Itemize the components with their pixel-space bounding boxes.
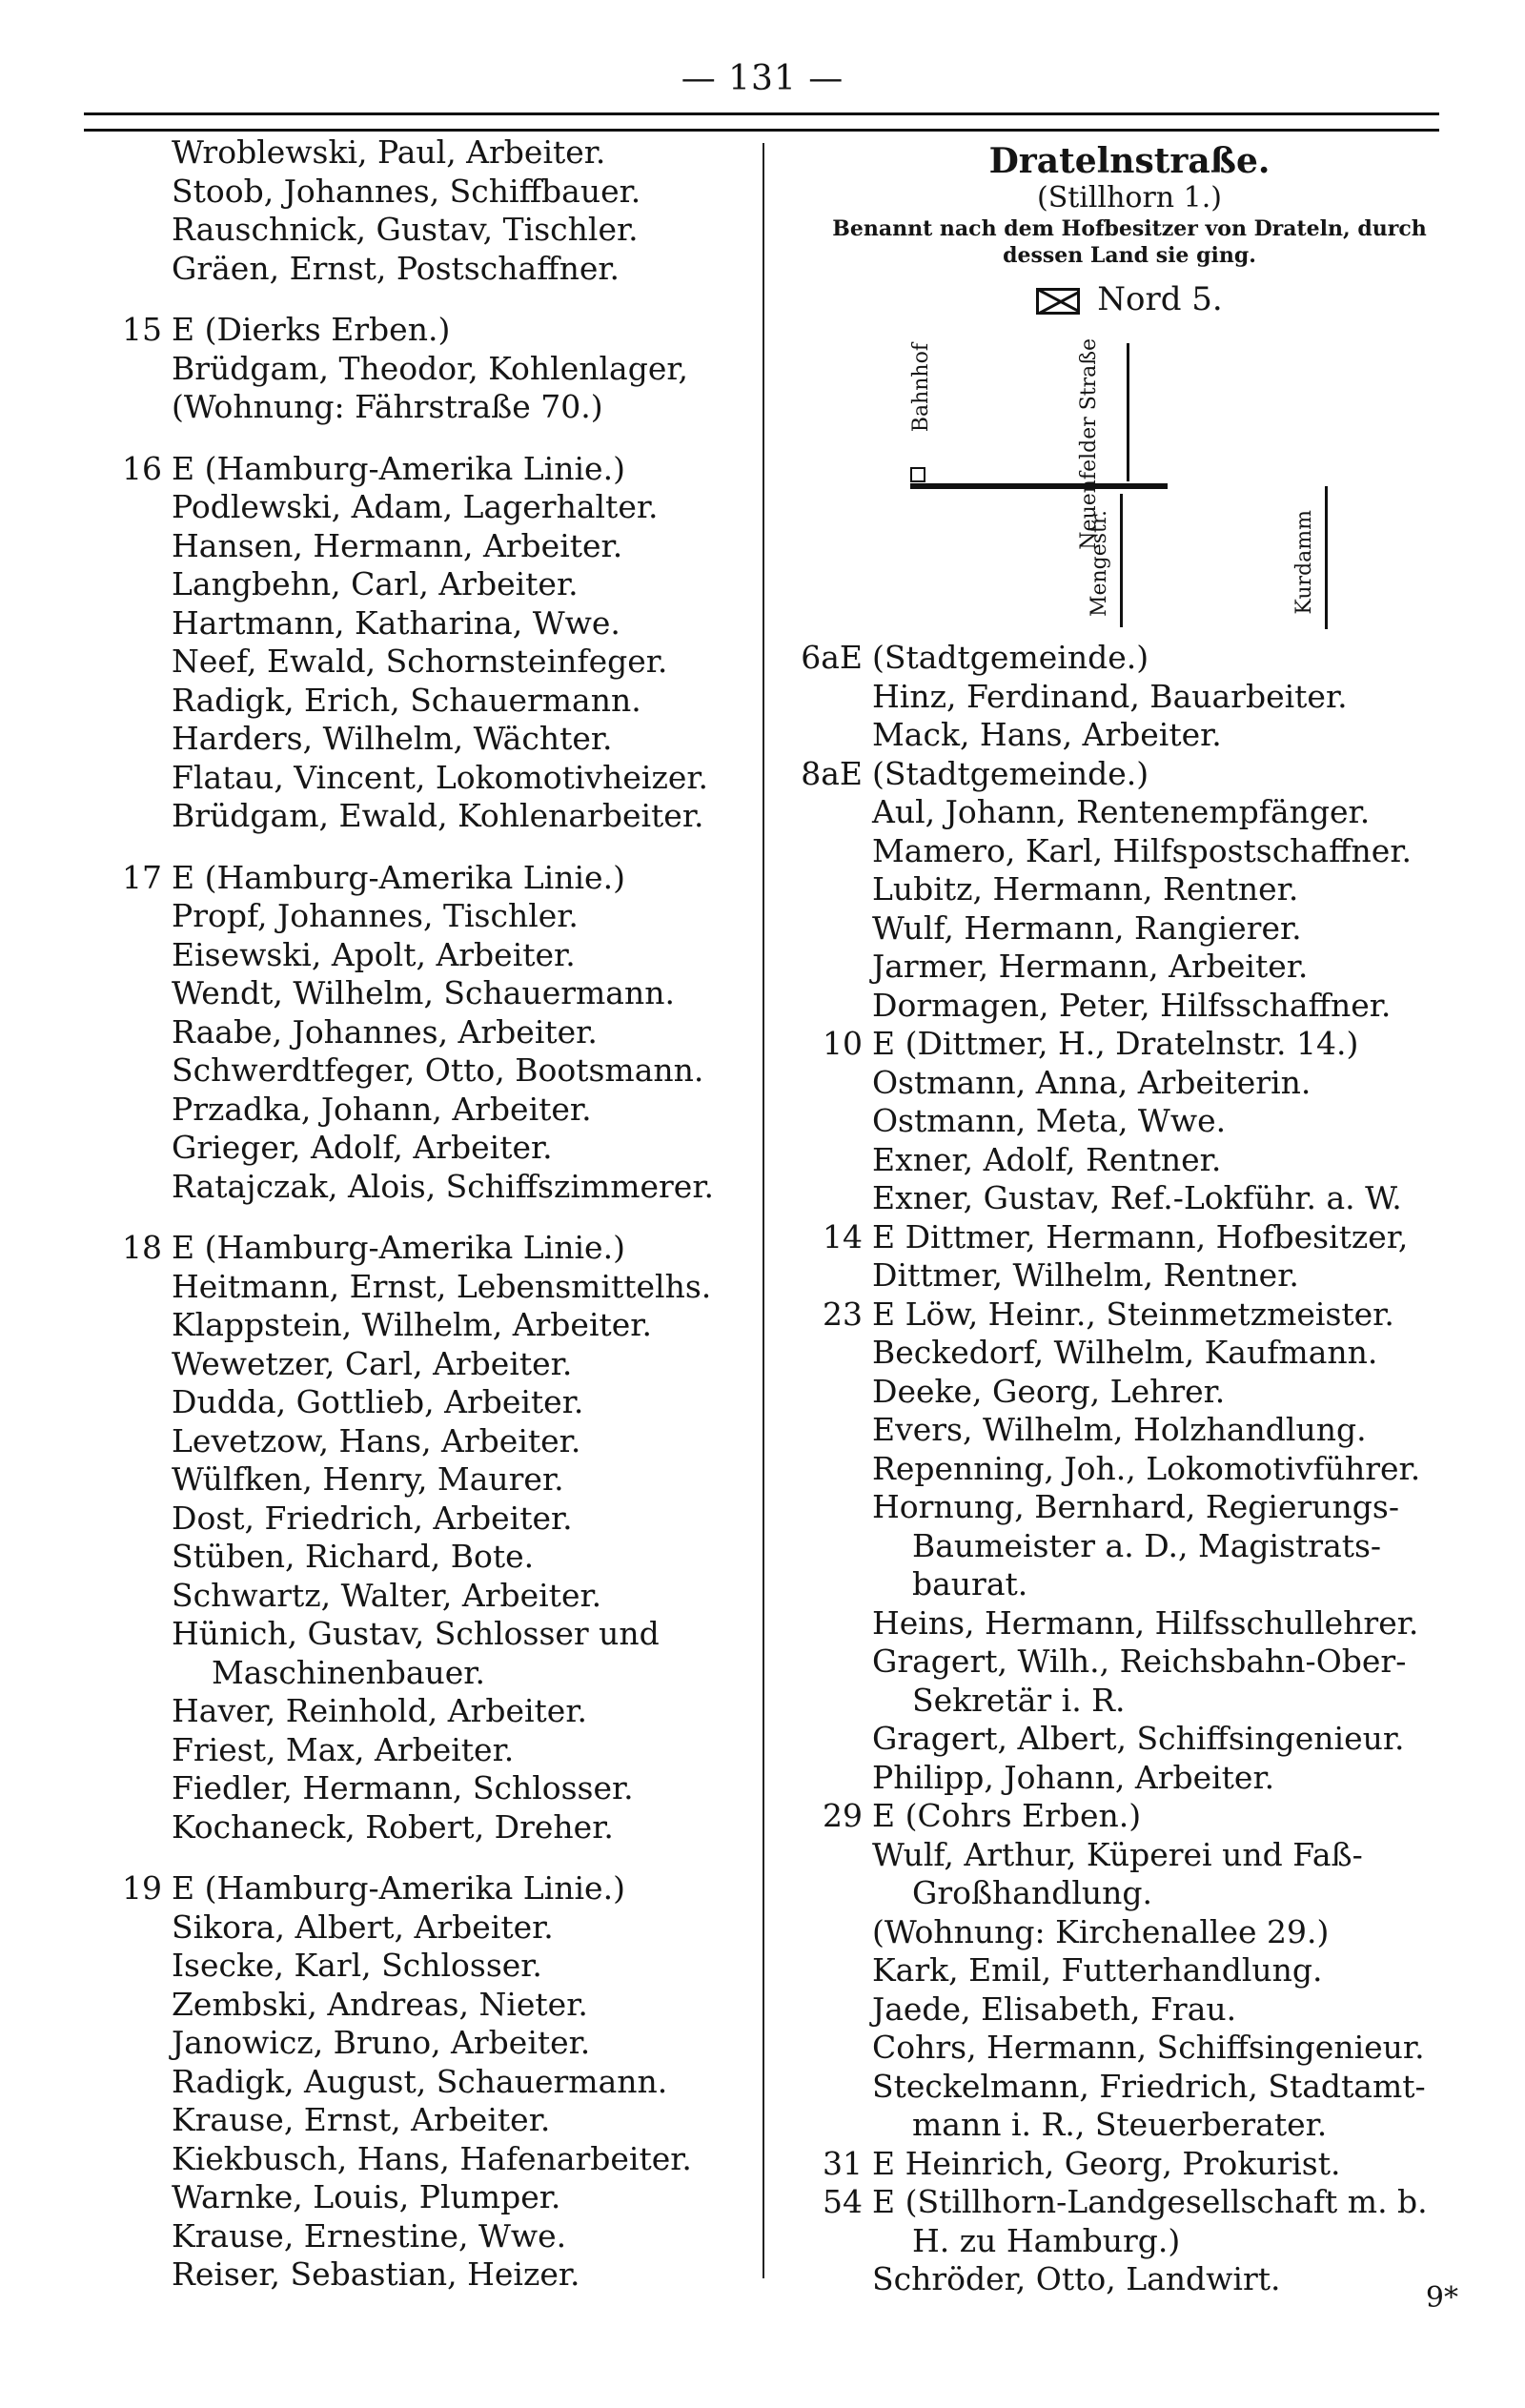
resident-line <box>796 870 1463 909</box>
resident-text: Hartmann, Katharina, Wwe. <box>172 603 620 642</box>
resident-text: Brüdgam, Ewald, Kohlenarbeiter. <box>172 797 704 834</box>
resident-text: Exner, Adolf, Rentner. <box>872 1140 1222 1178</box>
district: (Stillhorn 1.) <box>1036 181 1222 214</box>
header-double-rule <box>84 112 1439 132</box>
resident-line <box>95 720 743 759</box>
house-number: 17 <box>122 858 162 896</box>
resident-text: E (Dittmer, H., Dratelnstr. 14.) <box>872 1025 1359 1062</box>
house-number: 54 <box>823 2183 863 2220</box>
resident-line <box>796 2222 1463 2261</box>
resident-line <box>95 1383 743 1422</box>
resident-line <box>796 1141 1463 1180</box>
resident-text: (Stadtgemeinde.) <box>872 639 1149 676</box>
resident-text: Ostmann, Anna, Arbeiterin. <box>872 1063 1312 1101</box>
resident-line <box>796 1373 1463 1412</box>
resident-text: Beckedorf, Wilhelm, Kaufmann. <box>872 1334 1378 1371</box>
resident-text: Schröder, Otto, Landwirt. <box>872 2260 1281 2297</box>
resident-line <box>796 1913 1463 1952</box>
resident-line <box>796 832 1463 871</box>
map-road-dratelnstrasse <box>910 483 1168 489</box>
resident-text: H. zu Hamburg.) <box>912 2221 1181 2259</box>
resident-text: Haver, Reinhold, Arbeiter. <box>172 1692 587 1729</box>
resident-text: Steckelmann, Friedrich, Stadtamt- <box>872 2067 1426 2105</box>
resident-line <box>796 1179 1463 1218</box>
resident-text: Krause, Ernst, Arbeiter. <box>172 2101 551 2138</box>
resident-text: Maschinenbauer. <box>212 1653 485 1691</box>
resident-text: Dost, Friedrich, Arbeiter. <box>172 1499 573 1537</box>
right-entries <box>796 639 1463 2299</box>
resident-text: Wulf, Arthur, Küperei und Faß- <box>872 1835 1363 1873</box>
resident-line <box>95 1013 743 1052</box>
resident-line <box>95 1808 743 1847</box>
page-number: — 131 — <box>681 59 844 98</box>
resident-text: Krause, Ernestine, Wwe. <box>172 2216 567 2255</box>
postal-district-label: Nord 5. <box>1097 280 1223 318</box>
resident-text: Schwartz, Walter, Arbeiter. <box>172 1576 602 1614</box>
resident-line <box>95 1692 743 1731</box>
resident-text: Heins, Hermann, Hilfsschullehrer. <box>872 1603 1419 1642</box>
resident-text: Klappstein, Wilhelm, Arbeiter. <box>172 1306 652 1343</box>
resident-text: Wülfken, Henry, Maurer. <box>172 1460 564 1498</box>
entry-header <box>95 450 743 489</box>
resident-text: Cohrs, Hermann, Schiffsingenieur. <box>872 2029 1425 2066</box>
resident-line <box>95 974 743 1013</box>
resident-line <box>95 1306 743 1345</box>
resident-text: Przadka, Johann, Arbeiter. <box>172 1090 592 1128</box>
resident-line <box>796 2068 1463 2107</box>
resident-line <box>95 488 743 527</box>
resident-text: Reiser, Sebastian, Heizer. <box>172 2255 580 2293</box>
resident-text: Levetzow, Hans, Arbeiter. <box>172 1421 581 1459</box>
map-road-kurdamm <box>1325 486 1328 629</box>
resident-text: Kiekbusch, Hans, Hafenarbeiter. <box>172 2139 692 2177</box>
left-column <box>95 133 743 2295</box>
resident-text: Langbehn, Carl, Arbeiter. <box>172 565 579 602</box>
resident-line <box>95 1129 743 1168</box>
resident-line <box>796 1720 1463 1759</box>
resident-line <box>95 2178 743 2217</box>
resident-text: Ratajczak, Alois, Schiffszimmerer. <box>172 1167 714 1205</box>
resident-text: Gräen, Ernst, Postschaffner. <box>172 249 620 287</box>
resident-line <box>796 1334 1463 1373</box>
resident-text: Jaede, Elisabeth, Frau. <box>872 1990 1237 2028</box>
resident-text: E Löw, Heinr., Steinmetzmeister. <box>872 1295 1394 1333</box>
resident-text: Kochaneck, Robert, Dreher. <box>172 1807 614 1846</box>
resident-line <box>95 2024 743 2063</box>
resident-line <box>796 1565 1463 1604</box>
resident-text: Hünich, Gustav, Schlosser und <box>172 1615 660 1652</box>
resident-line <box>796 1102 1463 1141</box>
resident-line <box>796 1064 1463 1103</box>
resident-text: Baumeister a. D., Magistrats- <box>912 1526 1382 1564</box>
resident-text: Aul, Johann, Rentenempfänger. <box>872 793 1371 830</box>
resident-line <box>796 1874 1463 1913</box>
resident-line <box>95 1769 743 1808</box>
resident-line <box>95 759 743 798</box>
resident-text: Wulf, Hermann, Rangierer. <box>872 908 1302 947</box>
resident-text: Gragert, Wilh., Reichsbahn-Ober- <box>872 1643 1407 1680</box>
resident-line <box>95 1577 743 1616</box>
resident-text: Dittmer, Wilhelm, Rentner. <box>872 1256 1299 1294</box>
resident-text: (Wohnung: Kirchenallee 29.) <box>872 1912 1330 1950</box>
map-road-neuenfelder <box>1127 343 1129 481</box>
resident-text: Raabe, Johannes, Arbeiter. <box>172 1012 598 1051</box>
house-number: 23 <box>823 1295 863 1333</box>
resident-text: Heitmann, Ernst, Lebensmittelhs. <box>172 1267 712 1305</box>
resident-line <box>95 1908 743 1948</box>
resident-text: Isecke, Karl, Schlosser. <box>172 1947 542 1984</box>
resident-line <box>95 1051 743 1091</box>
resident-line <box>95 133 743 173</box>
resident-text: E (Hamburg-Amerika Linie.) <box>172 449 625 487</box>
postal-district <box>796 278 1463 320</box>
entry-header <box>796 1797 1463 1836</box>
house-number: 8aE <box>801 754 863 792</box>
house-number: 10 <box>823 1025 863 1062</box>
resident-line <box>95 1091 743 1130</box>
house-number: 6aE <box>801 639 863 676</box>
resident-text: Deeke, Georg, Lehrer. <box>872 1372 1226 1410</box>
resident-line <box>95 211 743 250</box>
right-column <box>796 133 1463 2299</box>
house-number: 14 <box>823 1217 863 1255</box>
resident-line <box>95 936 743 975</box>
resident-text: E (Stillhorn-Landgesellschaft m. b. <box>872 2183 1428 2220</box>
resident-text: E (Hamburg-Amerika Linie.) <box>172 1229 625 1266</box>
resident-line <box>796 2029 1463 2068</box>
resident-text: Repenning, Joh., Lokomotivführer. <box>872 1449 1421 1487</box>
resident-text: Dudda, Gottlieb, Arbeiter. <box>172 1383 584 1420</box>
resident-line <box>95 527 743 566</box>
resident-text: Friest, Max, Arbeiter. <box>172 1730 515 1768</box>
entry-header <box>95 1869 743 1908</box>
resident-text: Stoob, Johannes, Schiffbauer. <box>172 172 641 210</box>
resident-text: E Heinrich, Georg, Prokurist. <box>872 2144 1341 2182</box>
resident-text: Exner, Gustav, Ref.-Lokführ. a. W. <box>872 1179 1402 1216</box>
resident-text: Sekretär i. R. <box>912 1681 1126 1719</box>
map-label-bahnhof: Bahnhof <box>909 343 933 433</box>
envelope-icon <box>1036 288 1080 315</box>
resident-text: Harders, Wilhelm, Wächter. <box>172 720 613 757</box>
resident-line <box>95 350 743 389</box>
resident-text: Ostmann, Meta, Wwe. <box>872 1102 1227 1139</box>
resident-text: Philipp, Johann, Arbeiter. <box>872 1758 1275 1796</box>
resident-line <box>95 2217 743 2256</box>
resident-text: Propf, Johannes, Tischler. <box>172 897 579 934</box>
resident-line <box>796 987 1463 1026</box>
resident-text: Warnke, Louis, Plumper. <box>172 2178 561 2215</box>
resident-line <box>95 1731 743 1770</box>
resident-line <box>95 1947 743 1986</box>
resident-text: baurat. <box>912 1565 1028 1602</box>
resident-text: E (Cohrs Erben.) <box>872 1797 1142 1834</box>
house-number: 18 <box>122 1229 162 1266</box>
resident-line <box>796 1836 1463 1875</box>
resident-text: Großhandlung. <box>912 1874 1153 1911</box>
resident-line <box>95 1168 743 1207</box>
resident-text: Gragert, Albert, Schiffsingenieur. <box>872 1720 1405 1757</box>
resident-line <box>796 948 1463 987</box>
resident-text: Sikora, Albert, Arbeiter. <box>172 1908 554 1946</box>
resident-text: E (Dierks Erben.) <box>172 311 451 348</box>
resident-text: Fiedler, Hermann, Schlosser. <box>172 1769 634 1806</box>
resident-text: Radigk, Erich, Schauermann. <box>172 681 641 719</box>
resident-line <box>95 2140 743 2179</box>
resident-text: Grieger, Adolf, Arbeiter. <box>172 1129 553 1166</box>
resident-text: Flatau, Vincent, Lokomotivheizer. <box>172 758 709 796</box>
house-number: 31 <box>823 2144 863 2182</box>
resident-text: E (Hamburg-Amerika Linie.) <box>172 858 625 896</box>
resident-text: Wewetzer, Carl, Arbeiter. <box>172 1344 573 1382</box>
entry-header <box>796 1218 1463 1257</box>
resident-line <box>796 1411 1463 1450</box>
resident-line <box>95 2063 743 2102</box>
entry-header <box>95 859 743 898</box>
resident-text: Hinz, Ferdinand, Bauarbeiter. <box>872 677 1348 715</box>
house-number: 19 <box>122 1869 162 1907</box>
resident-text: (Stadtgemeinde.) <box>872 754 1149 792</box>
resident-line <box>796 1604 1463 1643</box>
house-number: 29 <box>823 1797 863 1834</box>
resident-text: Podlewski, Adam, Lagerhalter. <box>172 488 659 525</box>
resident-text: Hornung, Bernhard, Regierungs- <box>872 1488 1399 1525</box>
resident-text: Radigk, August, Schauermann. <box>172 2062 668 2100</box>
house-number: 16 <box>122 449 162 487</box>
resident-text: Lubitz, Hermann, Rentner. <box>872 870 1299 908</box>
resident-line <box>95 2255 743 2295</box>
resident-line <box>95 1500 743 1539</box>
entry-header <box>796 639 1463 678</box>
resident-text: Jarmer, Hermann, Arbeiter. <box>872 948 1309 985</box>
map-label-neuenfelder: Neuenfelder Straße <box>1077 338 1101 550</box>
resident-line <box>95 797 743 836</box>
resident-line <box>95 173 743 212</box>
map-label-kurdamm: Kurdamm <box>1292 510 1316 615</box>
resident-line <box>796 1643 1463 1682</box>
resident-text: Wendt, Wilhelm, Schauermann. <box>172 974 675 1011</box>
resident-line <box>95 604 743 643</box>
resident-line <box>796 1682 1463 1721</box>
resident-text: Mack, Hans, Arbeiter. <box>872 716 1222 753</box>
resident-line <box>95 388 743 427</box>
resident-line <box>796 2106 1463 2145</box>
resident-line <box>95 1538 743 1577</box>
resident-line <box>796 1990 1463 2030</box>
house-number: 15 <box>122 311 162 348</box>
street-title: Dratelnstraße. <box>988 141 1271 181</box>
resident-line <box>95 643 743 682</box>
resident-line <box>95 1654 743 1693</box>
resident-line <box>796 1759 1463 1798</box>
resident-text: Neef, Ewald, Schornsteinfeger. <box>172 643 668 680</box>
resident-text: mann i. R., Steuerberater. <box>912 2106 1328 2143</box>
resident-text: Stüben, Richard, Bote. <box>172 1538 535 1575</box>
resident-line <box>95 1422 743 1461</box>
resident-line <box>95 2101 743 2140</box>
resident-text: Evers, Wilhelm, Holzhandlung. <box>872 1411 1367 1448</box>
entry-header <box>796 1296 1463 1335</box>
resident-text: (Wohnung: Fährstraße 70.) <box>172 388 603 425</box>
resident-text: Dormagen, Peter, Hilfsschaffner. <box>872 986 1392 1024</box>
entry-header <box>95 311 743 350</box>
resident-line <box>95 1345 743 1384</box>
resident-line <box>796 716 1463 755</box>
resident-line <box>796 909 1463 949</box>
resident-line <box>796 1450 1463 1489</box>
resident-line <box>95 1268 743 1307</box>
resident-line <box>796 2260 1463 2299</box>
resident-text: E (Hamburg-Amerika Linie.) <box>172 1869 625 1907</box>
resident-line <box>95 565 743 604</box>
naming-note: Benannt nach dem Hofbesitzer von Drateln, durch dessen Land sie ging. <box>832 216 1427 268</box>
entry-header <box>796 1025 1463 1064</box>
resident-text: Hansen, Hermann, Arbeiter. <box>172 526 623 564</box>
resident-line <box>95 1986 743 2025</box>
entry-header <box>796 2183 1463 2222</box>
resident-text: Mamero, Karl, Hilfspostschaffner. <box>872 831 1412 869</box>
column-divider <box>762 143 764 2278</box>
resident-line <box>95 682 743 721</box>
resident-text: Eisewski, Apolt, Arbeiter. <box>172 935 576 973</box>
bahnhof-box-icon <box>910 467 925 482</box>
resident-text: Kark, Emil, Futterhandlung. <box>872 1951 1323 1989</box>
map-road-mengestr <box>1120 494 1123 627</box>
location-map <box>796 334 1463 639</box>
resident-line <box>796 1488 1463 1527</box>
resident-text: E Dittmer, Hermann, Hofbesitzer, <box>872 1217 1409 1255</box>
resident-text: Zembski, Andreas, Nieter. <box>172 1985 588 2023</box>
resident-text: Janowicz, Bruno, Arbeiter. <box>172 2024 591 2061</box>
resident-text: Wroblewski, Paul, Arbeiter. <box>172 133 606 171</box>
resident-line <box>95 1615 743 1654</box>
signature-mark: 9* <box>1425 2281 1458 2315</box>
resident-text: Rauschnick, Gustav, Tischler. <box>172 211 639 248</box>
resident-line <box>95 897 743 936</box>
resident-line <box>796 1256 1463 1296</box>
entry-header <box>796 755 1463 794</box>
entry-header <box>796 2145 1463 2184</box>
resident-line <box>796 1527 1463 1566</box>
resident-text: Schwerdtfeger, Otto, Bootsmann. <box>172 1051 704 1089</box>
entry-header <box>95 1229 743 1268</box>
resident-text: Brüdgam, Theodor, Kohlenlager, <box>172 349 689 387</box>
resident-line <box>796 678 1463 717</box>
resident-line <box>796 793 1463 832</box>
resident-line <box>95 1460 743 1500</box>
resident-line <box>796 1951 1463 1990</box>
resident-line <box>95 250 743 289</box>
map-label-mengestr: Mengestr. <box>1088 510 1111 618</box>
